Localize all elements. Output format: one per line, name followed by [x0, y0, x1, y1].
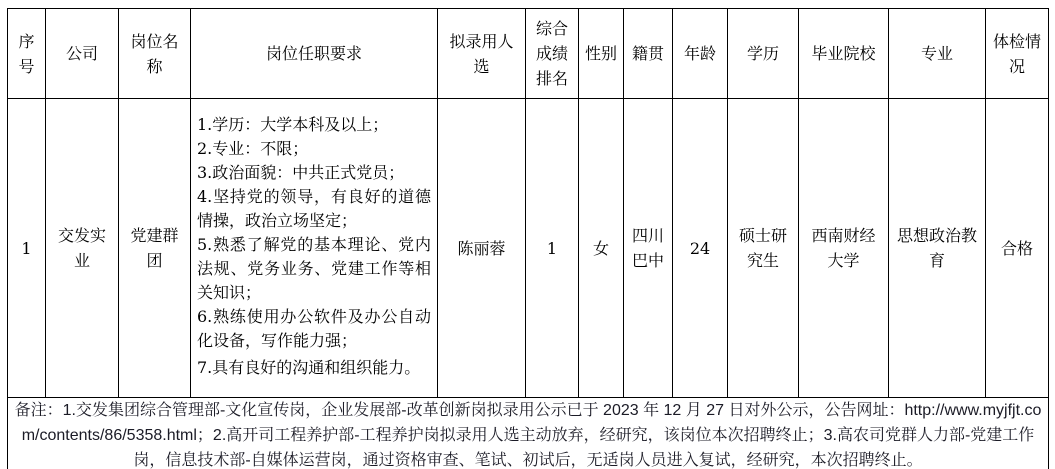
header-education: 学历: [728, 9, 799, 99]
table-row: [8, 99, 1049, 398]
cell-age: 24: [673, 99, 728, 398]
cell-candidate: 陈丽蓉: [438, 99, 526, 398]
requirement-line: 4.坚持党的领导，有良好的道德情操，政治立场坚定；: [197, 187, 431, 230]
header-hometown: 籍贯: [624, 9, 673, 99]
requirement-line: 3.政治面貌：中共正式党员；: [197, 163, 405, 182]
requirement-line: 1.学历：大学本科及以上；: [197, 115, 389, 134]
header-company: 公司: [46, 9, 119, 99]
remarks-note: 备注：1.交发集团综合管理部-文化宣传岗，企业发展部-改革创新岗拟录用公示已于 2023 年 12 月 27 日对外公示，公告网址：http://www.myjfjt.com/contents/86/5358.html；2.高开司工程养护部-工程养护岗拟录用人选主动放弃，经研究，该岗位本次招聘终止；3.高农司党群人力部-党建工作岗，信息技术部-自媒体运营岗，通过资格审查、笔试、初试后，无适岗人员进入复试，经研究，本次招聘终止。: [8, 398, 1049, 469]
header-no: 序号: [8, 9, 46, 99]
header-requirements: 岗位任职要求: [191, 9, 438, 99]
header-school: 毕业院校: [799, 9, 889, 99]
requirement-line: 6.熟练使用办公软件及办公自动化设备，写作能力强；: [197, 307, 431, 350]
cell-hometown: 四川巴中: [624, 99, 673, 398]
header-health-check: 体检情况: [986, 9, 1049, 99]
requirement-line: 5.熟悉了解党的基本理论、党内法规、党务业务、党建工作等相关知识；: [197, 235, 431, 302]
header-position: 岗位名称: [119, 9, 191, 99]
cell-major: 思想政治教育: [889, 99, 986, 398]
cell-no: 1: [8, 99, 46, 398]
header-rank: 综合成绩排名: [526, 9, 579, 99]
cell-gender: 女: [579, 99, 624, 398]
cell-rank: 1: [526, 99, 579, 398]
remarks-row: [8, 398, 1049, 469]
cell-position: 党建群团: [119, 99, 191, 398]
header-major: 专业: [889, 9, 986, 99]
cell-school: 西南财经大学: [799, 99, 889, 398]
cell-requirements: [191, 99, 438, 398]
header-candidate: 拟录用人选: [438, 9, 526, 99]
header-gender: 性别: [579, 9, 624, 99]
cell-company: 交发实业: [46, 99, 119, 398]
header-age: 年龄: [673, 9, 728, 99]
header-row: [8, 9, 1049, 99]
cell-education: 硕士研究生: [728, 99, 799, 398]
requirement-line: 2.专业：不限；: [197, 139, 309, 158]
recruitment-table: [7, 8, 1049, 469]
requirement-line: 7.具有良好的沟通和组织能力。: [197, 358, 421, 377]
cell-health: 合格: [986, 99, 1049, 398]
